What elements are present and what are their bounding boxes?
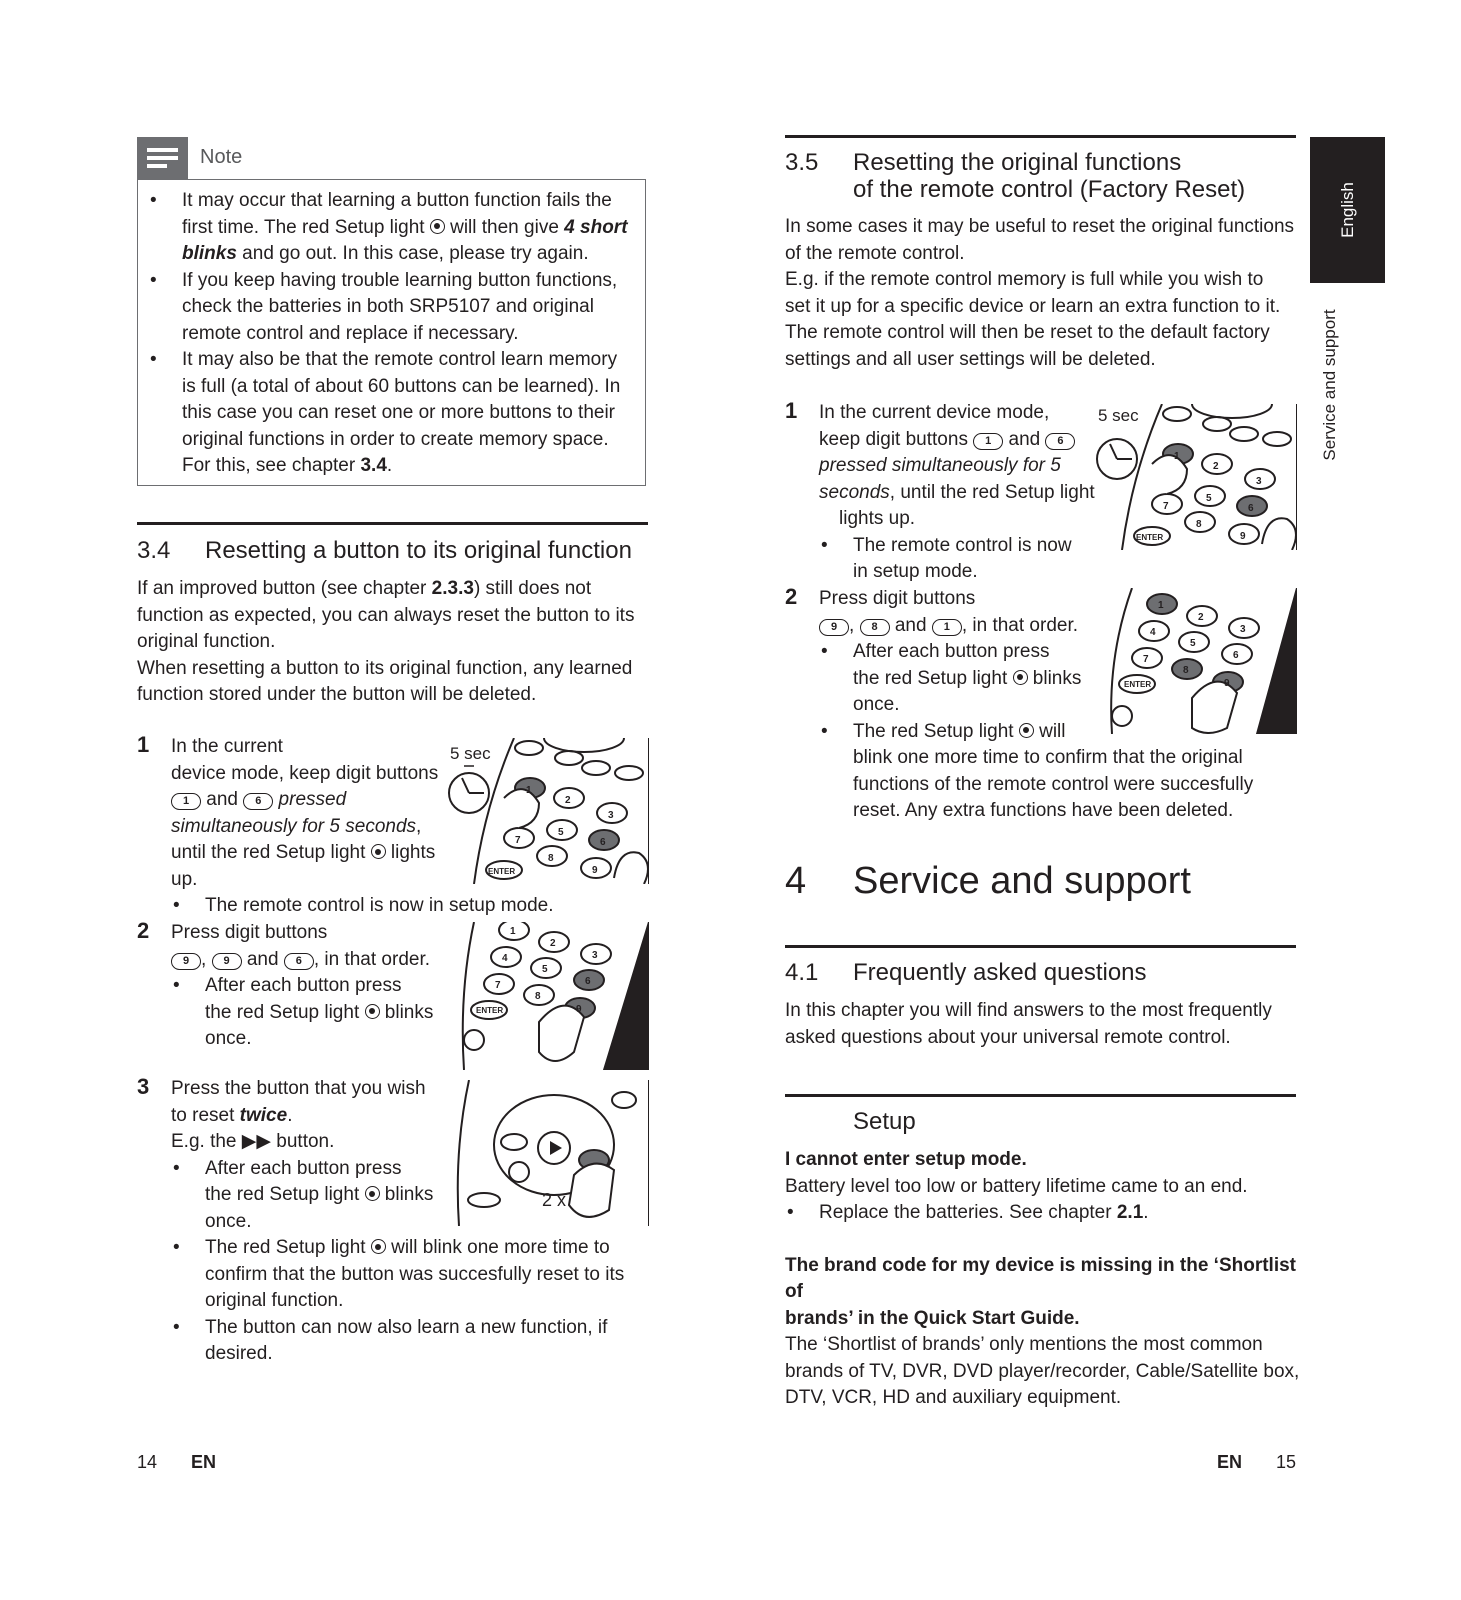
language-code: EN (1217, 1452, 1243, 1472)
faq-question: I cannot enter setup mode. (785, 1149, 1027, 1170)
faq-question: The brand code for my device is missing in the ‘Shortlist of (785, 1254, 1296, 1302)
step-1-text: In the current device mode, keep digit buttons 1 and 6 pressed simultaneously for 5 seconds, until the red Setup light lights up. • The remote control is now in setup mode. (171, 734, 471, 920)
setup-heading: Setup (853, 1108, 916, 1135)
svg-text:ENTER: ENTER (476, 1006, 504, 1015)
svg-text:3: 3 (592, 950, 598, 961)
step-3-text: Press the button that you wish to reset twice. E.g. the ▶▶ button. • After each button press the red Setup light blinks once. • The red Setup light will blink one more time to confirm that the button was succesfully reset to its original function. • The button can now also learn a new function, if desired. (171, 1076, 651, 1368)
svg-text:6: 6 (585, 976, 591, 987)
remote-illustration-press (1092, 588, 1297, 734)
remote-illustration-hold (1092, 404, 1297, 550)
section-3-5-intro: In some cases it may be useful to reset the original functions of the remote control. E.g. if the remote control memory is full while you wish to set it up for a specific device or learn an extra function to it. The remote control will then be reset to the default factory settings and all user settings will be deleted. (785, 216, 1295, 370)
section-rule (137, 522, 648, 525)
digit-key-icon: 6 (1045, 433, 1075, 450)
svg-text:8: 8 (1183, 665, 1189, 676)
section-3-4-intro: If an improved button (see chapter 2.3.3) still does not function as expected, you can always reset the button to its original function. When resetting a button to its original function, any learned function stored under the button will be deleted. (137, 578, 635, 705)
svg-text:1: 1 (1174, 451, 1180, 462)
note-item: • It may occur that learning a button function fails the first time. The red Setup light will then give 4 short blinks and go out. In this case, please try again. (138, 188, 638, 268)
step-number: 1 (785, 398, 798, 423)
svg-text:1: 1 (526, 785, 532, 796)
sub-bullet: • After each button press the red Setup light blinks once. (171, 973, 461, 1053)
svg-text:2: 2 (1198, 612, 1204, 623)
svg-text:ENTER: ENTER (1136, 533, 1164, 542)
svg-text:6: 6 (600, 837, 606, 848)
digit-key-icon: 1 (973, 433, 1003, 450)
remote-illustration-hold (444, 738, 649, 884)
step-2-text: Press digit buttons 9 , 8 and 1 , in that order. • After each button press the red Setup light blinks once. • The red Setup light will blink one more time to confirm that the original functions of the remote control were succesfully reset. Any extra functions have been deleted. (819, 586, 1299, 825)
section-rule (785, 1094, 1296, 1097)
step-1-text: In the current device mode, keep digit buttons 1 and 6 pressed simultaneously for 5 seconds, until the red Setup light lights up. • The remote control is now in setup mode. (819, 400, 1109, 586)
svg-text:8: 8 (1196, 519, 1202, 530)
step-number: 3 (137, 1074, 150, 1099)
svg-text:3: 3 (608, 810, 614, 821)
svg-text:5: 5 (1206, 493, 1212, 504)
svg-text:8: 8 (535, 991, 541, 1002)
note-item: • If you keep having trouble learning button functions, check the batteries in both SRP5107 and original remote control and replace if necessary. (138, 268, 638, 348)
note-item: • It may also be that the remote control learn memory is full (a total of about 60 buttons can be learned). In this case you can reset one or more buttons to their original functions in order to create memory space. For this, see chapter 3.4. (138, 347, 638, 480)
setup-light-icon (430, 219, 445, 234)
setup-light-icon (1013, 670, 1028, 685)
svg-text:6: 6 (1248, 503, 1254, 514)
digit-key-icon: 9 (819, 619, 849, 636)
svg-text:7: 7 (515, 835, 521, 846)
step-number: 1 (137, 732, 150, 757)
svg-text:9: 9 (1240, 531, 1246, 542)
section-rule (785, 135, 1296, 138)
language-code: EN (191, 1452, 217, 1472)
svg-text:2: 2 (550, 938, 556, 949)
svg-text:ENTER: ENTER (1124, 680, 1152, 689)
section-rule (785, 945, 1296, 948)
step-number: 2 (785, 584, 798, 609)
svg-text:3: 3 (1240, 624, 1246, 635)
note-box (137, 179, 646, 486)
section-tab: Service and support (1320, 309, 1339, 461)
svg-text:4: 4 (502, 953, 508, 964)
setup-light-icon (365, 1004, 380, 1019)
setup-light-icon (1019, 723, 1034, 738)
svg-text:5: 5 (558, 827, 564, 838)
note-label: Note (200, 146, 243, 168)
sub-bullet: • The red Setup light will blink one more time to confirm that the original functions of the remote control were succesfully reset. Any extra functions have been deleted. (819, 719, 1299, 825)
step-number: 2 (137, 918, 150, 943)
sub-bullet: • The remote control is now in setup mode. (819, 533, 1109, 586)
note-icon (137, 137, 188, 179)
page-number: 14 (137, 1452, 158, 1472)
section-4-1-heading: 4.1 Frequently asked questions (785, 959, 1147, 986)
fast-forward-icon: ▶▶ (241, 1131, 272, 1152)
digit-key-icon: 6 (284, 953, 314, 970)
sub-bullet: • The red Setup light will blink one more time to confirm that the button was succesfully reset to its original function. (171, 1235, 651, 1315)
timer-label: 5 sec (1098, 406, 1139, 425)
svg-text:5: 5 (1190, 638, 1196, 649)
svg-text:9: 9 (576, 1004, 582, 1015)
sub-bullet: • After each button press the red Setup light blinks once. (819, 639, 1299, 719)
svg-text:3: 3 (1256, 476, 1262, 487)
digit-key-icon: 9 (171, 953, 201, 970)
section-3-5-heading: 3.5 Resetting the original functions of the remote control (Factory Reset) (785, 149, 1246, 203)
svg-text:7: 7 (495, 980, 501, 991)
svg-text:2: 2 (565, 795, 571, 806)
remote-illustration-twice (444, 1080, 649, 1226)
step-2-text: Press digit buttons 9 , 9 and 6 , in that order. • After each button press the red Setup light blinks once. (171, 920, 461, 1053)
timer-label: 5 sec (450, 744, 491, 763)
svg-text:6: 6 (1233, 650, 1239, 661)
press-count-label: 2 x (542, 1190, 567, 1210)
section-3-4-heading: 3.4 Resetting a button to its original function (137, 537, 632, 564)
setup-light-icon (371, 844, 386, 859)
digit-key-icon: 1 (932, 619, 962, 636)
language-tab: English (1310, 137, 1385, 283)
svg-text:4: 4 (1150, 627, 1156, 638)
svg-text:7: 7 (1163, 501, 1169, 512)
faq-setup: I cannot enter setup mode. Battery level too low or battery lifetime came to an end. • Replace the batteries. See chapter 2.1. The brand code for my device is missing in the ‘Shortlist of brands’ in the Quick Start Guide. The ‘Shortlist of brands’ only mentions the most common brands of TV, DVR, DVD player/recorder, Cable/Satellite box, DTV, VCR, HD and auxiliary equipment. (785, 1147, 1305, 1412)
sub-bullet: • After each button press the red Setup light blinks once. (171, 1156, 651, 1236)
svg-text:ENTER: ENTER (488, 867, 516, 876)
setup-light-icon (365, 1186, 380, 1201)
section-4-1-intro: In this chapter you will find answers to the most frequently asked questions about your universal remote control. (785, 1000, 1272, 1048)
sub-bullet: • The remote control is now in setup mode. (171, 893, 645, 920)
setup-light-icon (371, 1239, 386, 1254)
svg-text:8: 8 (548, 853, 554, 864)
remote-illustration-press (444, 922, 649, 1070)
digit-key-icon: 9 (212, 953, 242, 970)
page-number: 15 (1276, 1452, 1297, 1472)
svg-text:5: 5 (542, 964, 548, 975)
svg-text:9: 9 (1224, 678, 1230, 689)
svg-text:9: 9 (592, 865, 598, 876)
svg-text:1: 1 (510, 926, 516, 937)
digit-key-icon: 6 (243, 793, 273, 810)
digit-key-icon: 1 (171, 793, 201, 810)
svg-text:7: 7 (1143, 654, 1149, 665)
sub-bullet: • The button can now also learn a new function, if desired. (171, 1315, 651, 1368)
digit-key-icon: 8 (860, 619, 890, 636)
sub-bullet: • Replace the batteries. See chapter 2.1. (785, 1200, 1305, 1227)
note-header (137, 137, 337, 179)
svg-text:2: 2 (1213, 461, 1219, 472)
svg-text:1: 1 (1158, 600, 1164, 611)
chapter-4-heading: 4 Service and support (785, 860, 1191, 902)
